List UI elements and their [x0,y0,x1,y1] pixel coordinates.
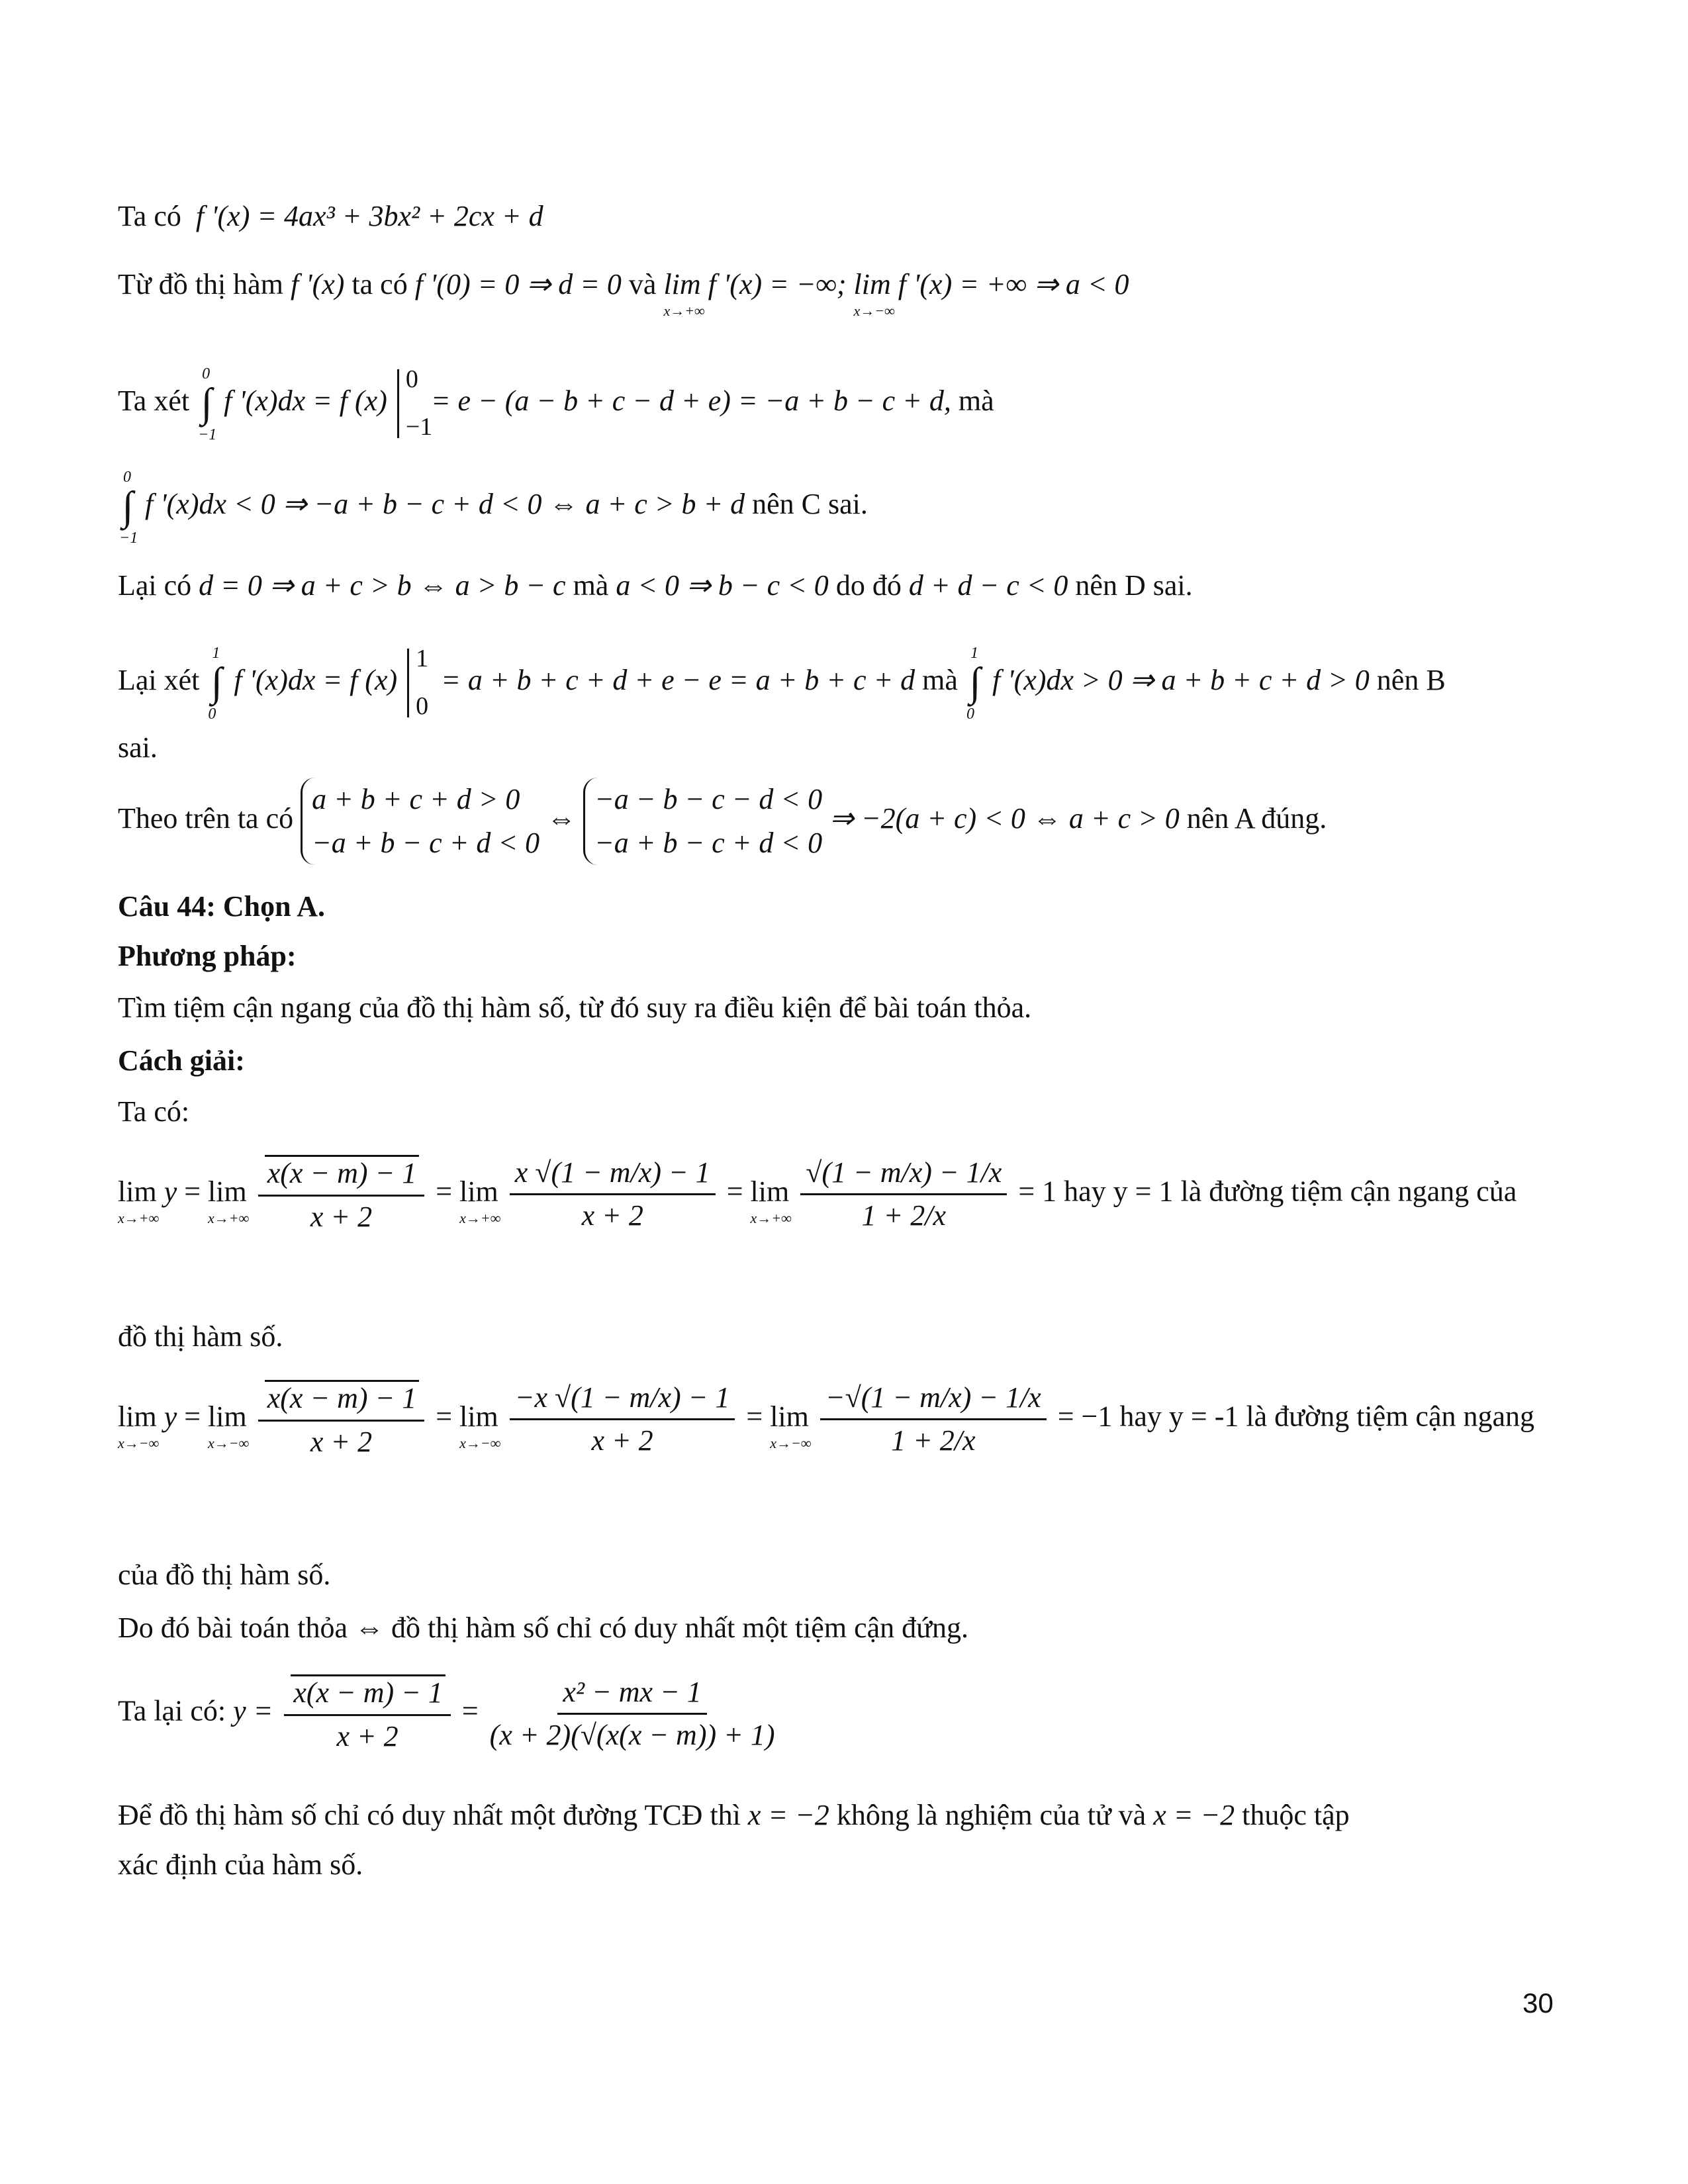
bar-bottom: −1 [405,413,433,441]
fraction [510,1156,716,1233]
text: thuộc tập [1242,1799,1350,1831]
text: Ta có [118,200,181,232]
text: Ta lại có: [118,1694,226,1727]
fraction [800,1156,1007,1233]
equiv-symbol: ⇔ [547,802,577,835]
denominator: x + 2 [336,1719,399,1752]
text: đồ thị hàm số chỉ có duy nhất một tiệm cận đứng. [391,1612,968,1644]
text: sai. [118,731,158,764]
denominator: (x + 2)(√(x(x − m)) + 1) [489,1719,775,1752]
numerator: −x √(1 − m/x) − 1 [510,1381,735,1421]
text: do đó [835,569,902,602]
text: Từ đồ thị hàm [118,268,283,300]
lower-bound: 0 [966,705,974,723]
method-text: Tìm tiệm cận ngang của đồ thị hàm số, từ đó suy ra điều kiện để bài toán thỏa. [118,991,1032,1024]
formula: f '(0) = 0 ⇒ d = 0 [414,268,622,300]
integral-sign: ∫ 0 −1 [119,469,138,547]
denominator: x + 2 [310,1200,373,1233]
lim-op: lim x→−∞ [208,1400,250,1451]
equals: = [436,1175,453,1208]
formula: y = [233,1694,273,1727]
final-line-1 [118,1799,1350,1833]
solution-label: Cách giải: [118,1044,245,1077]
text: nên C sai. [752,487,868,520]
fraction [258,1380,425,1459]
lim-op: lim x→−∞ [770,1400,812,1451]
limit-subscript: x→+∞ [118,1209,160,1226]
limit-subscript: x→+∞ [459,1209,501,1226]
lim-op: lim x→+∞ [459,1175,501,1226]
text: Để đồ thị hàm số chỉ có duy nhất một đường TCĐ thì [118,1799,741,1831]
numerator: x(x − m) − 1 [291,1674,445,1710]
text: mà [958,385,994,418]
bar-bottom: 0 [416,692,429,721]
upper-bound: 0 [202,365,211,383]
text: nên B [1376,664,1446,697]
limit-expr: lim f '(x) = −∞; x→+∞ [663,268,847,319]
numerator: x √(1 − m/x) − 1 [510,1156,716,1196]
fraction [258,1155,425,1234]
final-line-2: xác định của hàm số. [118,1848,363,1881]
bar-top: 1 [416,645,429,672]
equiv-symbol: ⇔ [355,1612,385,1644]
question-title: Câu 44: Chọn A. [118,890,325,923]
upper-bound: 1 [970,645,978,662]
formula: f '(x)dx = f (x) [234,664,398,697]
fraction [510,1381,735,1458]
line-d-false [118,569,1193,603]
limit-subscript: x→−∞ [459,1434,501,1451]
limit-value: = −1 [1057,1400,1113,1433]
lower-bound: −1 [198,426,217,444]
numerator: x(x − m) − 1 [265,1155,420,1191]
text: hay y = -1 là đường tiệm cận ngang [1119,1400,1534,1433]
formula: d = 0 ⇒ a + c > b ⇔ a > b − c [199,569,566,602]
denominator: x + 2 [591,1424,653,1457]
system-row: −a + b − c + d < 0 [312,827,540,859]
denominator: x + 2 [581,1199,643,1232]
limit-row-positive-cont: đồ thị hàm số. [118,1320,283,1353]
limit-subscript: x→+∞ [663,302,705,319]
text: hay y = 1 là đường tiệm cận ngang của [1064,1175,1517,1208]
line-integral-1 [118,365,994,444]
system-row: −a + b − c + d < 0 [594,827,823,859]
formula: = a + b + c + d + e − e = a + b + c + d [441,664,915,697]
formula: f '(x)dx = f (x) [224,385,387,418]
equals: = [436,1400,453,1433]
limit-subscript: x→+∞ [208,1209,250,1226]
upper-bound: 1 [212,645,220,662]
limit-row-negative [118,1380,1534,1459]
numerator: √(1 − m/x) − 1/x [800,1156,1007,1196]
text: Theo trên ta có [118,802,294,835]
fraction [284,1674,451,1753]
text: ta có [352,268,408,300]
equation-system [301,778,539,865]
numerator: x² − mx − 1 [557,1676,706,1715]
lower-bound: 0 [208,705,216,723]
limit-subscript: x→−∞ [208,1434,250,1451]
equals: = [461,1694,479,1727]
taco-text: Ta có: [118,1095,190,1128]
equation-system [583,778,822,865]
text: nên A đúng. [1186,802,1327,835]
formula: f '(x)dx > 0 ⇒ a + b + c + d > 0 [992,664,1370,697]
equals: = [184,1175,201,1208]
lim-op: lim x→+∞ [750,1175,792,1226]
upper-bound: 0 [123,469,131,486]
formula: d + d − c < 0 [908,569,1068,602]
text: Lại có [118,569,192,602]
formula: f '(x) = 4ax³ + 3bx² + 2cx + d [195,200,543,232]
evaluation-bar [407,645,429,721]
fraction [820,1381,1047,1458]
lim-op: lim x→−∞ [459,1400,501,1451]
system-row: −a − b − c − d < 0 [594,783,823,815]
method-label: Phương pháp: [118,940,297,972]
text: Do đó bài toán thỏa [118,1612,348,1644]
bar-top: 0 [405,365,418,393]
integral-sign: ∫ 0 −1 [198,365,217,444]
text: Lại xét [118,664,200,697]
formula: f '(x) [290,268,345,300]
formula: f '(x)dx < 0 ⇒ −a + b − c + d < 0 ⇔ a + c > b + d [145,487,745,520]
lim-op: lim y x→−∞ [118,1400,177,1451]
equals: = [184,1400,201,1433]
denominator: 1 + 2/x [861,1199,946,1232]
text: mà [922,664,958,697]
limit-row-negative-cont: của đồ thị hàm số. [118,1559,331,1591]
line-rewrite [118,1674,778,1753]
line-system [118,778,1327,865]
line-graph-reading [118,268,1129,319]
line-integral-3 [118,645,1446,723]
text: mà [573,569,609,602]
limit-subscript: x→+∞ [750,1209,792,1226]
numerator: −√(1 − m/x) − 1/x [820,1381,1047,1421]
equals: = [746,1400,763,1433]
line-condition [118,1612,968,1645]
integral-sign: ∫ 1 0 [208,645,222,723]
limit-expr: lim f '(x) = +∞ ⇒ a < 0 x→−∞ [853,268,1129,319]
limit-subscript: x→−∞ [118,1434,160,1451]
numerator: x(x − m) − 1 [265,1380,420,1416]
lower-bound: −1 [119,529,138,547]
integral-sign: ∫ 1 0 [966,645,981,723]
formula: a < 0 ⇒ b − c < 0 [616,569,829,602]
denominator: x + 2 [310,1425,373,1458]
text: Ta xét [118,385,190,418]
text: và [628,268,657,300]
limit-subscript: x→−∞ [770,1434,812,1451]
equals: = [726,1175,743,1208]
page-number: 30 [1523,1987,1554,2019]
lim-op: lim y x→+∞ [118,1175,177,1226]
denominator: 1 + 2/x [891,1424,976,1457]
formula: x = −2 [1153,1799,1235,1831]
text: nên D sai. [1075,569,1193,602]
evaluation-bar [397,365,433,441]
limit-subscript: x→−∞ [853,302,895,319]
limit-value: = 1 [1018,1175,1057,1208]
line-integral-2 [118,469,868,547]
fraction [490,1676,775,1752]
system-row: a + b + c + d > 0 [312,783,520,815]
formula: x = −2 [747,1799,829,1831]
line-sai [118,731,158,765]
line-derivative [118,200,543,234]
lim-op: lim x→+∞ [208,1175,250,1226]
text: không là nghiệm của tử và [836,1799,1147,1831]
formula: ⇒ −2(a + c) < 0 ⇔ a + c > 0 [829,802,1180,835]
limit-row-positive [118,1155,1517,1234]
formula: = e − (a − b + c − d + e) = −a + b − c + d, [430,385,951,418]
